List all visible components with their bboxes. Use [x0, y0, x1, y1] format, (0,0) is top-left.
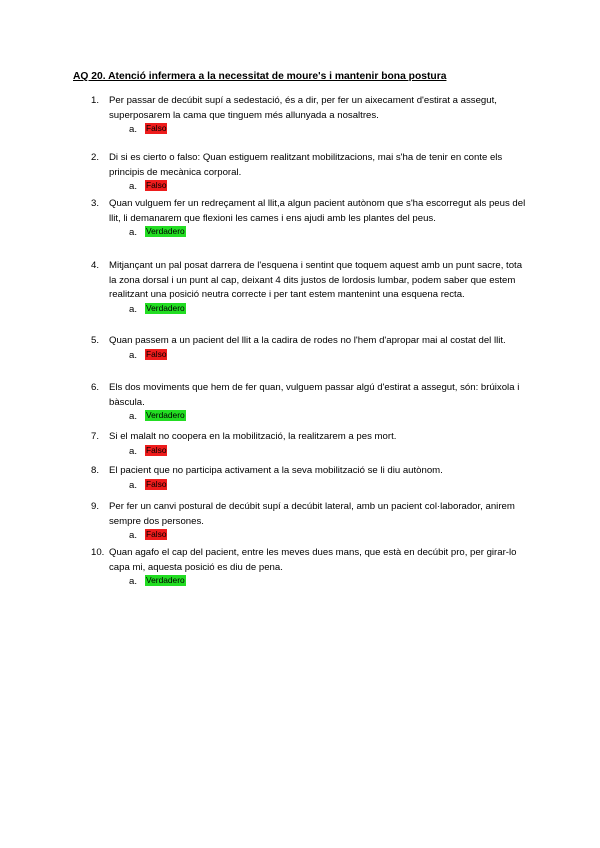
question-item: [91, 197, 531, 240]
question-text: Quan vulguem fer un redreçament al llit,a algun pacient autònom que s'ha escorregut als peus del llit, li demanarem que flexioni les cames i ens ajudi amb les plantes del peus.: [109, 198, 526, 224]
answer-row: [129, 123, 531, 137]
question-number: 6.: [91, 382, 100, 393]
answer-badge-false: Falso: [146, 348, 167, 359]
question-text: Si el malalt no coopera en la mobilització, la realitzarem a pes mort.: [109, 431, 397, 442]
answer-badge-true: Verdadero: [146, 302, 185, 313]
answer-badge-false: Falso: [146, 444, 167, 455]
question-number: 8.: [91, 465, 100, 476]
question-number: 4.: [91, 260, 100, 271]
question-item: [91, 430, 531, 459]
question-text: Els dos moviments que hem de fer quan, vulguem passar algú d'estirat a assegut, són: brúixola i bàscula.: [109, 382, 520, 408]
question-text: Quan passem a un pacient del llit a la cadira de rodes no l'hem d'apropar mai al costat del llit.: [109, 335, 506, 346]
answer-row: [129, 303, 531, 317]
answer-letter: a.: [129, 181, 138, 193]
answer-row: [129, 575, 531, 589]
answer-letter: a.: [129, 530, 138, 542]
answer-badge-false: Falso: [146, 123, 167, 134]
question-number: 9.: [91, 501, 100, 512]
question-number: 7.: [91, 431, 100, 442]
answer-row: [129, 445, 531, 459]
question-item: [91, 546, 531, 589]
answer-letter: a.: [129, 445, 138, 457]
answer-badge-false: Falso: [146, 180, 167, 191]
answer-row: [129, 410, 531, 424]
question-number: 1.: [91, 95, 100, 106]
question-number: 10.: [91, 547, 105, 558]
answer-row: [129, 529, 531, 543]
answer-letter: a.: [129, 479, 138, 491]
answer-badge-true: Verdadero: [146, 226, 185, 237]
answer-row: [129, 180, 531, 194]
answer-badge-true: Verdadero: [146, 575, 185, 586]
answer-letter: a.: [129, 349, 138, 361]
answer-letter: a.: [129, 576, 138, 588]
answer-row: [129, 226, 531, 240]
question-text: Per passar de decúbit supí a sedestació, és a dir, per fer un aixecament d'estirat a assegut, superposarem la cama que tinguem més allunyada a nosaltres.: [109, 95, 497, 121]
question-text: El pacient que no participa activament a la seva mobilització se li diu autònom.: [109, 465, 443, 476]
question-number: 2.: [91, 152, 100, 163]
document-title: AQ 20. Atenció infermera a la necessitat de moure's i mantenir bona postura: [73, 71, 447, 82]
answer-letter: a.: [129, 227, 138, 239]
question-item: [91, 94, 531, 137]
question-text: Di si es cierto o falso: Quan estiguem realitzant mobilitzacions, mai s'ha de tenir en conte els principis de mecànica corporal.: [109, 152, 503, 178]
answer-row: [129, 349, 531, 363]
question-item: [91, 500, 531, 543]
answer-badge-false: Falso: [146, 478, 167, 489]
question-item: [91, 334, 531, 363]
answer-badge-true: Verdadero: [146, 410, 185, 421]
answer-letter: a.: [129, 303, 138, 315]
question-item: [91, 151, 531, 194]
question-item: [91, 381, 531, 424]
question-text: Mitjançant un pal posat darrera de l'esquena i sentint que toquem aquest amb un punt sacre, tota la zona dorsal i un punt al cap, deixant 4 dits justos de lordosis lumbar, podem saber que estem realitzant una posició neutra correcte i per tant estem mantenint una esquena recta.: [109, 260, 523, 301]
question-text: Per fer un canvi postural de decúbit supí a decúbit lateral, amb un pacient col·laborador, anirem sempre dos persones.: [109, 501, 515, 527]
answer-letter: a.: [129, 124, 138, 136]
answer-badge-false: Falso: [146, 529, 167, 540]
question-item: [91, 259, 531, 317]
question-number: 5.: [91, 335, 100, 346]
answer-row: [129, 479, 531, 493]
answer-letter: a.: [129, 411, 138, 423]
question-item: [91, 464, 531, 493]
question-number: 3.: [91, 198, 100, 209]
question-text: Quan agafo el cap del pacient, entre les meves dues mans, que està en decúbit pro, per girar-lo capa mi, aquesta posició es diu de pena.: [109, 547, 517, 573]
